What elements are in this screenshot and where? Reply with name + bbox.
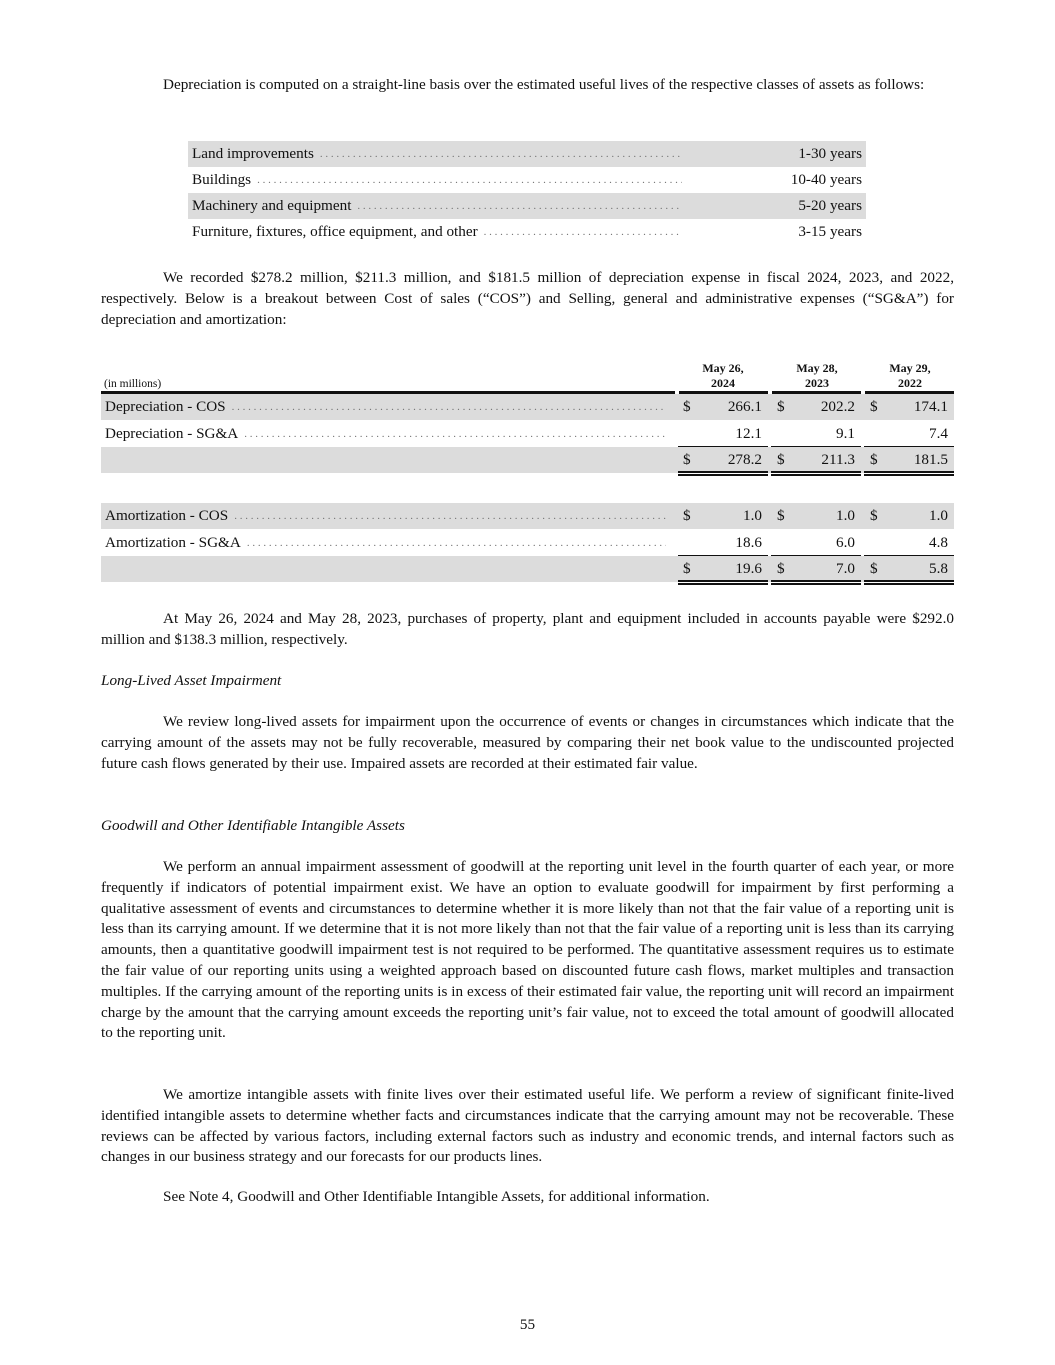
table-row (101, 421, 954, 447)
leader-dots (247, 537, 666, 549)
currency-symbol: $ (870, 398, 878, 415)
unit-label: (in millions) (104, 378, 162, 390)
cell-value: 19.6 (735, 560, 762, 577)
row-value: 3-15 years (798, 223, 862, 240)
currency-symbol: $ (683, 507, 691, 524)
currency-symbol: $ (777, 507, 785, 524)
currency-symbol: $ (870, 507, 878, 524)
payable-paragraph: At May 26, 2024 and May 28, 2023, purchases of property, plant and equipment included in accounts payable were $292.0 million and $138.3 million, respectively. (101, 610, 954, 648)
column-date: May 28, (796, 361, 838, 375)
cell-value: 202.2 (820, 398, 855, 415)
leader-dots (244, 428, 666, 440)
currency-symbol: $ (683, 451, 691, 468)
currency-symbol: $ (683, 398, 691, 415)
see-note-paragraph: See Note 4, Goodwill and Other Identifiable Intangible Assets, for additional information. (163, 1188, 710, 1205)
row-label: Land improvements (192, 145, 314, 162)
column-header (680, 361, 766, 390)
currency-symbol: $ (777, 451, 785, 468)
cell-value: 174.1 (913, 398, 948, 415)
row-label-wrap (105, 507, 672, 525)
table-row (101, 530, 954, 556)
impairment-paragraph: We review long-lived assets for impairment upon the occurrence of events or changes in circumstances which indicate that the carrying amount of the assets may not be fully recoverable, measured by comparing their net book value to the undiscounted projected future cash flows generated by their use. Impaired assets are recorded at their estimated fair value. (101, 713, 954, 772)
row-value: 5-20 years (798, 197, 862, 214)
double-rule (678, 471, 768, 473)
column-header (867, 361, 953, 390)
double-rule (864, 580, 954, 582)
leader-dots (484, 226, 682, 238)
impairment-heading: Long-Lived Asset Impairment (101, 672, 282, 689)
table-row (188, 219, 866, 245)
row-label: Furniture, fixtures, office equipment, and other (192, 223, 478, 240)
cell-value: 181.5 (913, 451, 948, 468)
intro-paragraph: Depreciation is computed on a straight-line basis over the estimated useful lives of the respective classes of assets as follows: (163, 76, 925, 93)
row-label: Depreciation - SG&A (105, 425, 239, 442)
cell-value: 4.8 (929, 534, 948, 551)
column-header (774, 361, 860, 390)
depreciation-paragraph: We recorded $278.2 million, $211.3 million, and $181.5 million of depreciation expense in fiscal 2024, 2023, and 2022, respectively. Below is a breakout between Cost of sales (“COS”) and Selling, general and administrative expenses (“SG&A”) for depreciation and amortization: (101, 269, 954, 328)
cell-value: 7.4 (929, 425, 948, 442)
double-rule (771, 471, 861, 473)
table-row (188, 141, 866, 167)
row-label: Depreciation - COS (105, 398, 226, 415)
double-rule (864, 583, 954, 585)
double-rule (678, 583, 768, 585)
table-header (101, 358, 954, 392)
leader-dots (357, 200, 682, 212)
column-year: 2024 (711, 375, 735, 390)
table-row (101, 394, 954, 420)
total-row (101, 556, 954, 582)
cell-value: 1.0 (743, 507, 762, 524)
double-rule (678, 580, 768, 582)
row-value: 1-30 years (798, 145, 862, 162)
currency-symbol: $ (870, 451, 878, 468)
cell-value: 7.0 (836, 560, 855, 577)
cell-value: 5.8 (929, 560, 948, 577)
double-rule (864, 474, 954, 476)
table-row (101, 503, 954, 529)
cell-value: 12.1 (735, 425, 762, 442)
row-label: Amortization - SG&A (105, 534, 241, 551)
row-label-wrap (105, 534, 672, 552)
useful-lives-table (188, 141, 866, 245)
goodwill-heading: Goodwill and Other Identifiable Intangible Assets (101, 817, 405, 834)
cell-value: 211.3 (821, 451, 855, 468)
currency-symbol: $ (870, 560, 878, 577)
column-year: 2022 (898, 375, 922, 390)
double-rule (678, 474, 768, 476)
cell-value: 1.0 (929, 507, 948, 524)
cell-value: 1.0 (836, 507, 855, 524)
double-rule (864, 471, 954, 473)
cell-value: 18.6 (735, 534, 762, 551)
cell-value: 266.1 (727, 398, 762, 415)
total-row (101, 447, 954, 473)
column-year: 2023 (805, 375, 829, 390)
row-label-wrap (105, 425, 672, 443)
cell-value: 278.2 (727, 451, 762, 468)
double-rule (771, 474, 861, 476)
column-date: May 26, (702, 361, 744, 375)
row-label-wrap (105, 398, 672, 416)
goodwill-paragraph: We perform an annual impairment assessment of goodwill at the reporting unit level in the fourth quarter of each year, or more frequently if indicators of potential impairment exist. We have an option to evaluate goodwill for impairment by first performing a qualitative assessment of events and circumstances to determine whether it is more likely than not that the fair value of a reporting unit is less than its carrying amount. If we determine that it is not more likely than not that the fair value of a reporting unit is less than its carrying amounts, then a quantitative goodwill impairment test is not required to be performed. The quantitative assessment requires us to estimate the fair value of our reporting units using a weighted approach based on discounted future cash flows, market multiples and transaction multiples. If the carrying amount of the reporting units is in excess of their estimated fair value, the reporting unit will record an impairment charge by the amount that the carrying amount exceeds the reporting unit’s fair value, not to exceed the total amount of goodwill allocated to the reporting unit. (101, 858, 954, 1042)
row-value: 10-40 years (790, 171, 862, 188)
row-label: Buildings (192, 171, 252, 188)
double-rule (771, 580, 861, 582)
cell-value: 9.1 (836, 425, 855, 442)
column-date: May 29, (889, 361, 931, 375)
leader-dots (257, 174, 682, 186)
cell-value: 6.0 (836, 534, 855, 551)
row-label: Amortization - COS (105, 507, 229, 524)
intangibles-paragraph: We amortize intangible assets with finite lives over their estimated useful life. We perform a review of significant finite-lived identified intangible assets to determine whether facts and circumstances indicate that the carrying amount may not be recoverable. These reviews can be affected by various factors, including external factors such as industry and economic trends, and internal factors such as changes in our business strategy and our forecasts for our products lines. (101, 1086, 954, 1166)
currency-symbol: $ (683, 560, 691, 577)
table-row (188, 167, 866, 193)
leader-dots (232, 401, 666, 413)
currency-symbol: $ (777, 398, 785, 415)
leader-dots (234, 510, 666, 522)
double-rule (771, 583, 861, 585)
table-row (188, 193, 866, 219)
currency-symbol: $ (777, 560, 785, 577)
row-label: Machinery and equipment (192, 197, 352, 214)
page-number: 55 (519, 1316, 536, 1333)
leader-dots (320, 148, 682, 160)
